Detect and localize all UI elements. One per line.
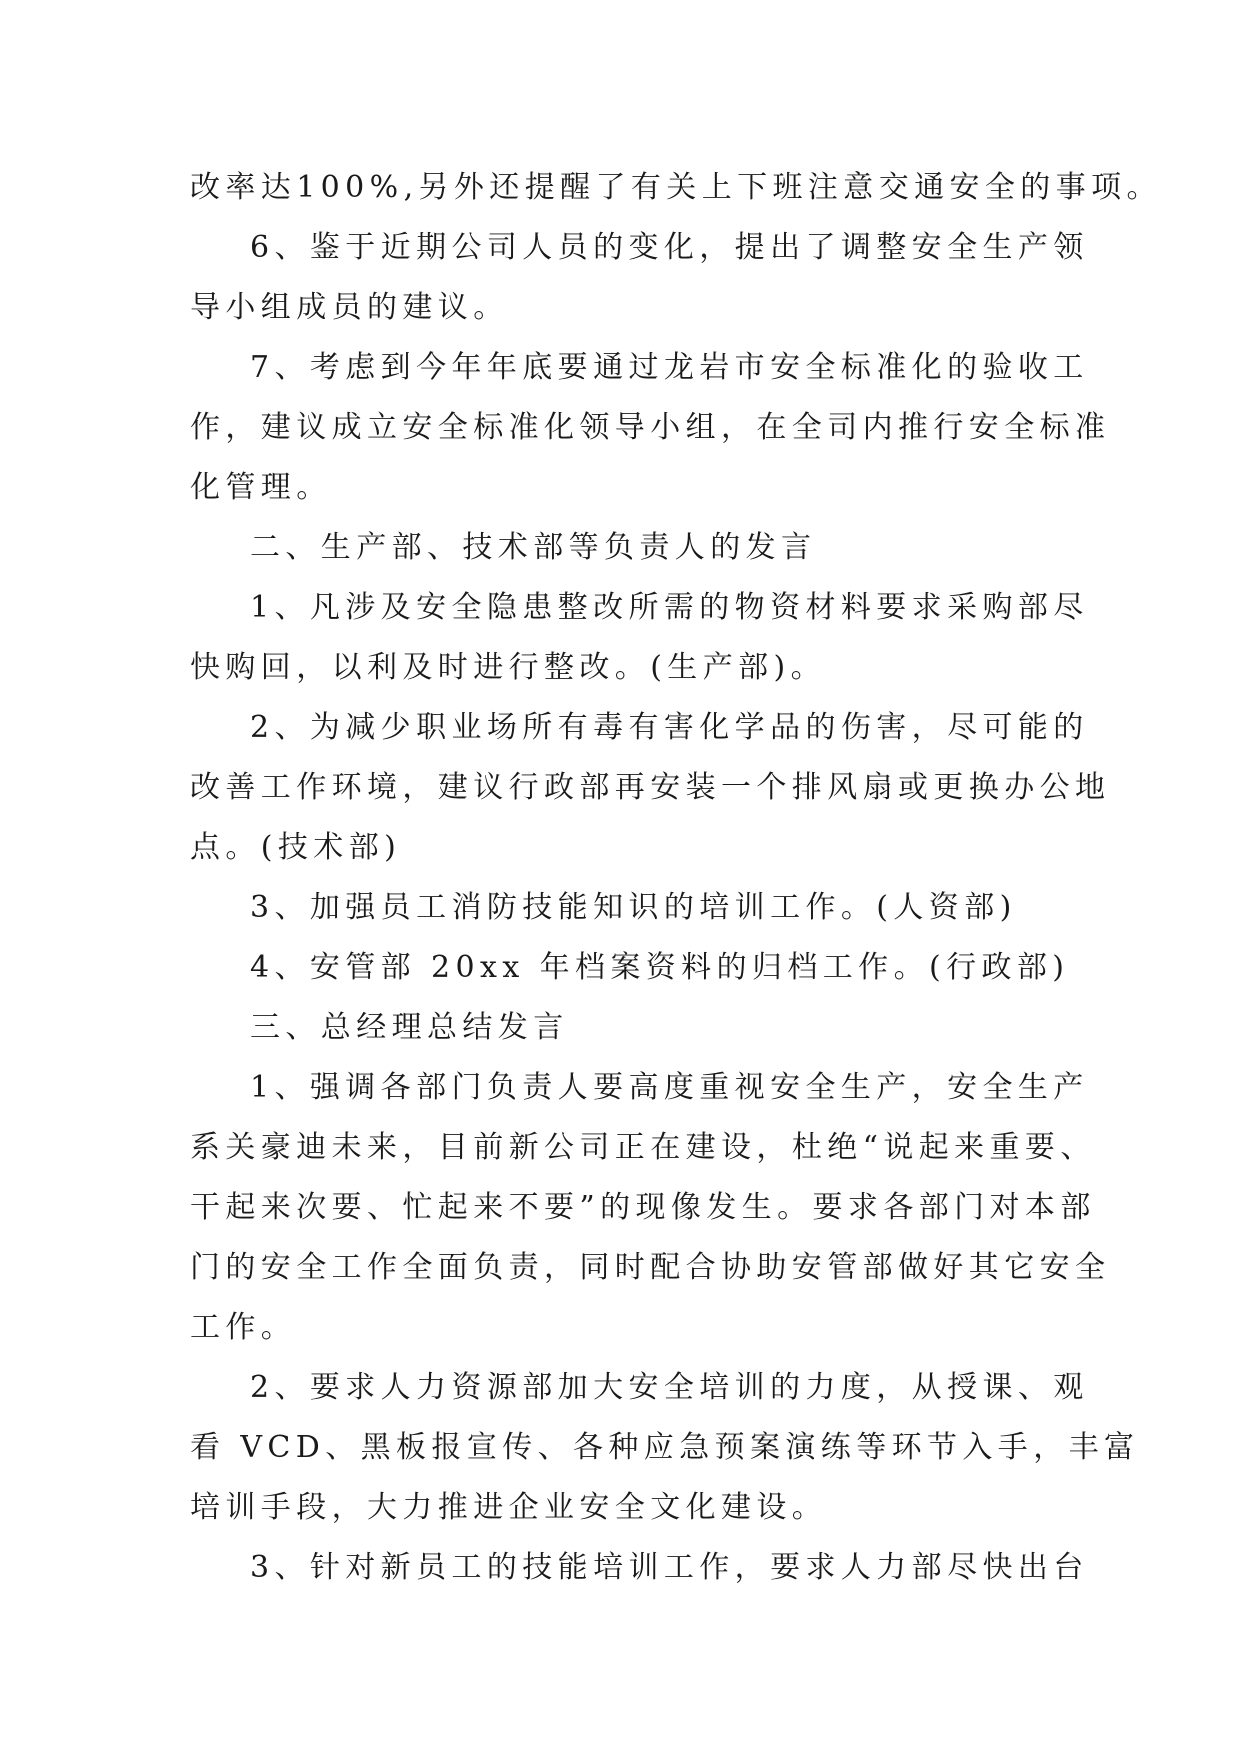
section-heading-3: 三、总经理总结发言 xyxy=(250,1010,569,1045)
text-line-13: 3、加强员工消防技能知识的培训工作。(人资部) xyxy=(250,890,1017,925)
text-line-5: 作，建议成立安全标准化领导小组，在全司内推行安全标准 xyxy=(190,410,1111,445)
text-line-2: 6、鉴于近期公司人员的变化，提出了调整安全生产领 xyxy=(250,230,1089,265)
text-line-16: 1、强调各部门负责人要高度重视安全生产，安全生产 xyxy=(250,1070,1089,1105)
text-line-24: 3、针对新员工的技能培训工作，要求人力部尽快出台 xyxy=(250,1550,1089,1585)
text-line-10: 2、为减少职业场所有毒有害化学品的伤害，尽可能的 xyxy=(250,710,1089,745)
text-line-6: 化管理。 xyxy=(190,470,332,505)
text-line-12: 点。(技术部) xyxy=(190,830,402,865)
text-line-20: 工作。 xyxy=(190,1310,297,1345)
text-line-14: 4、安管部 20xx 年档案资料的归档工作。(行政部) xyxy=(250,950,1070,985)
text-line-4: 7、考虑到今年年底要通过龙岩市安全标准化的验收工 xyxy=(250,350,1089,385)
section-heading-2: 二、生产部、技术部等负责人的发言 xyxy=(250,530,817,565)
text-line-18: 干起来次要、忙起来不要”的现像发生。要求各部门对本部 xyxy=(190,1190,1096,1225)
document-body xyxy=(190,158,1162,1598)
text-line-17: 系关豪迪未来，目前新公司正在建设，杜绝“说起来重要、 xyxy=(190,1130,1096,1165)
text-line-1: 改率达100%,另外还提醒了有关上下班注意交通安全的事项。 xyxy=(190,170,1162,205)
text-line-22: 看 VCD、黑板报宣传、各种应急预案演练等环节入手，丰富 xyxy=(190,1430,1140,1465)
text-line-21: 2、要求人力资源部加大安全培训的力度，从授课、观 xyxy=(250,1370,1089,1405)
text-line-9: 快购回，以利及时进行整改。(生产部)。 xyxy=(190,650,827,685)
text-line-11: 改善工作环境，建议行政部再安装一个排风扇或更换办公地 xyxy=(190,770,1111,805)
text-line-23: 培训手段，大力推进企业安全文化建设。 xyxy=(190,1490,828,1525)
text-line-8: 1、凡涉及安全隐患整改所需的物资材料要求采购部尽 xyxy=(250,590,1089,625)
text-line-3: 导小组成员的建议。 xyxy=(190,290,509,325)
text-line-19: 门的安全工作全面负责，同时配合协助安管部做好其它安全 xyxy=(190,1250,1111,1285)
